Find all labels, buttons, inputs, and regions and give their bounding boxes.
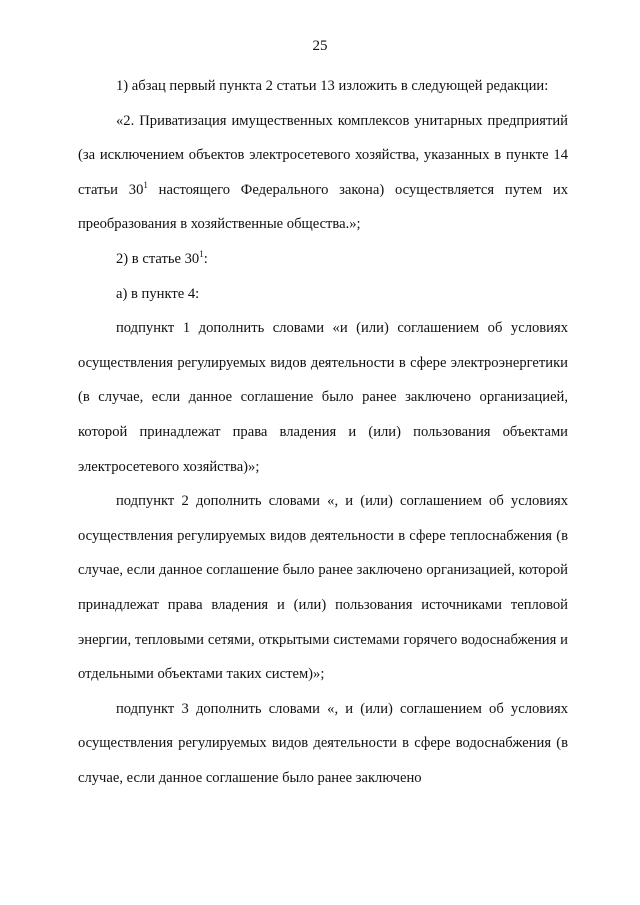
paragraph-text-part: : (203, 250, 208, 267)
superscript-marker: 1 (199, 248, 204, 259)
paragraph-amendment-1: 1) абзац первый пункта 2 статьи 13 изложить в следующей редакции: (116, 78, 549, 94)
paragraph-text-part: настоящего Федерального закона) осуществляется путем их преобразования в хозяйственные общества.»; (78, 181, 568, 233)
paragraph-quoted-article-2 (78, 104, 568, 242)
document-body (78, 69, 568, 795)
paragraph-subpoint-1: подпункт 1 дополнить словами «и (или) соглашением об условиях осуществления регулируемых видов деятельности в сфере электроэнергетики (в случае, если данное соглашение было ранее заключено организацией, которой принадлежат права владения и (или) пользования объектами электросетевого хозяйства)»; (78, 320, 568, 475)
superscript-marker: 1 (143, 179, 148, 190)
paragraph-subitem-a: а) в пункте 4: (116, 285, 200, 302)
paragraph-subpoint-3: подпункт 3 дополнить словами «, и (или) соглашением об условиях осуществления регулируемых видов деятельности в сфере водоснабжения (в случае, если данное соглашение было ранее заключено (78, 700, 568, 786)
paragraph-amendment-2 (78, 242, 568, 277)
paragraph-text-part: «2. Приватизация имущественных комплексов унитарных предприятий (за исключением объектов электросетевого хозяйства, указанных в пункте 14 статьи 30 (78, 112, 568, 198)
paragraph-subpoint-2: подпункт 2 дополнить словами «, и (или) соглашением об условиях осуществления регулируемых видов деятельности в сфере теплоснабжения (в случае, если данное соглашение было ранее заключено организацией, которой принадлежат права владения и (или) пользования источниками тепловой энергии, тепловыми сетями, открытыми системами горячего водоснабжения и отдельными объектами таких систем)»; (78, 493, 568, 683)
paragraph-text-part: 2) в статье 30 (116, 250, 200, 267)
page-number: 25 (312, 38, 328, 54)
